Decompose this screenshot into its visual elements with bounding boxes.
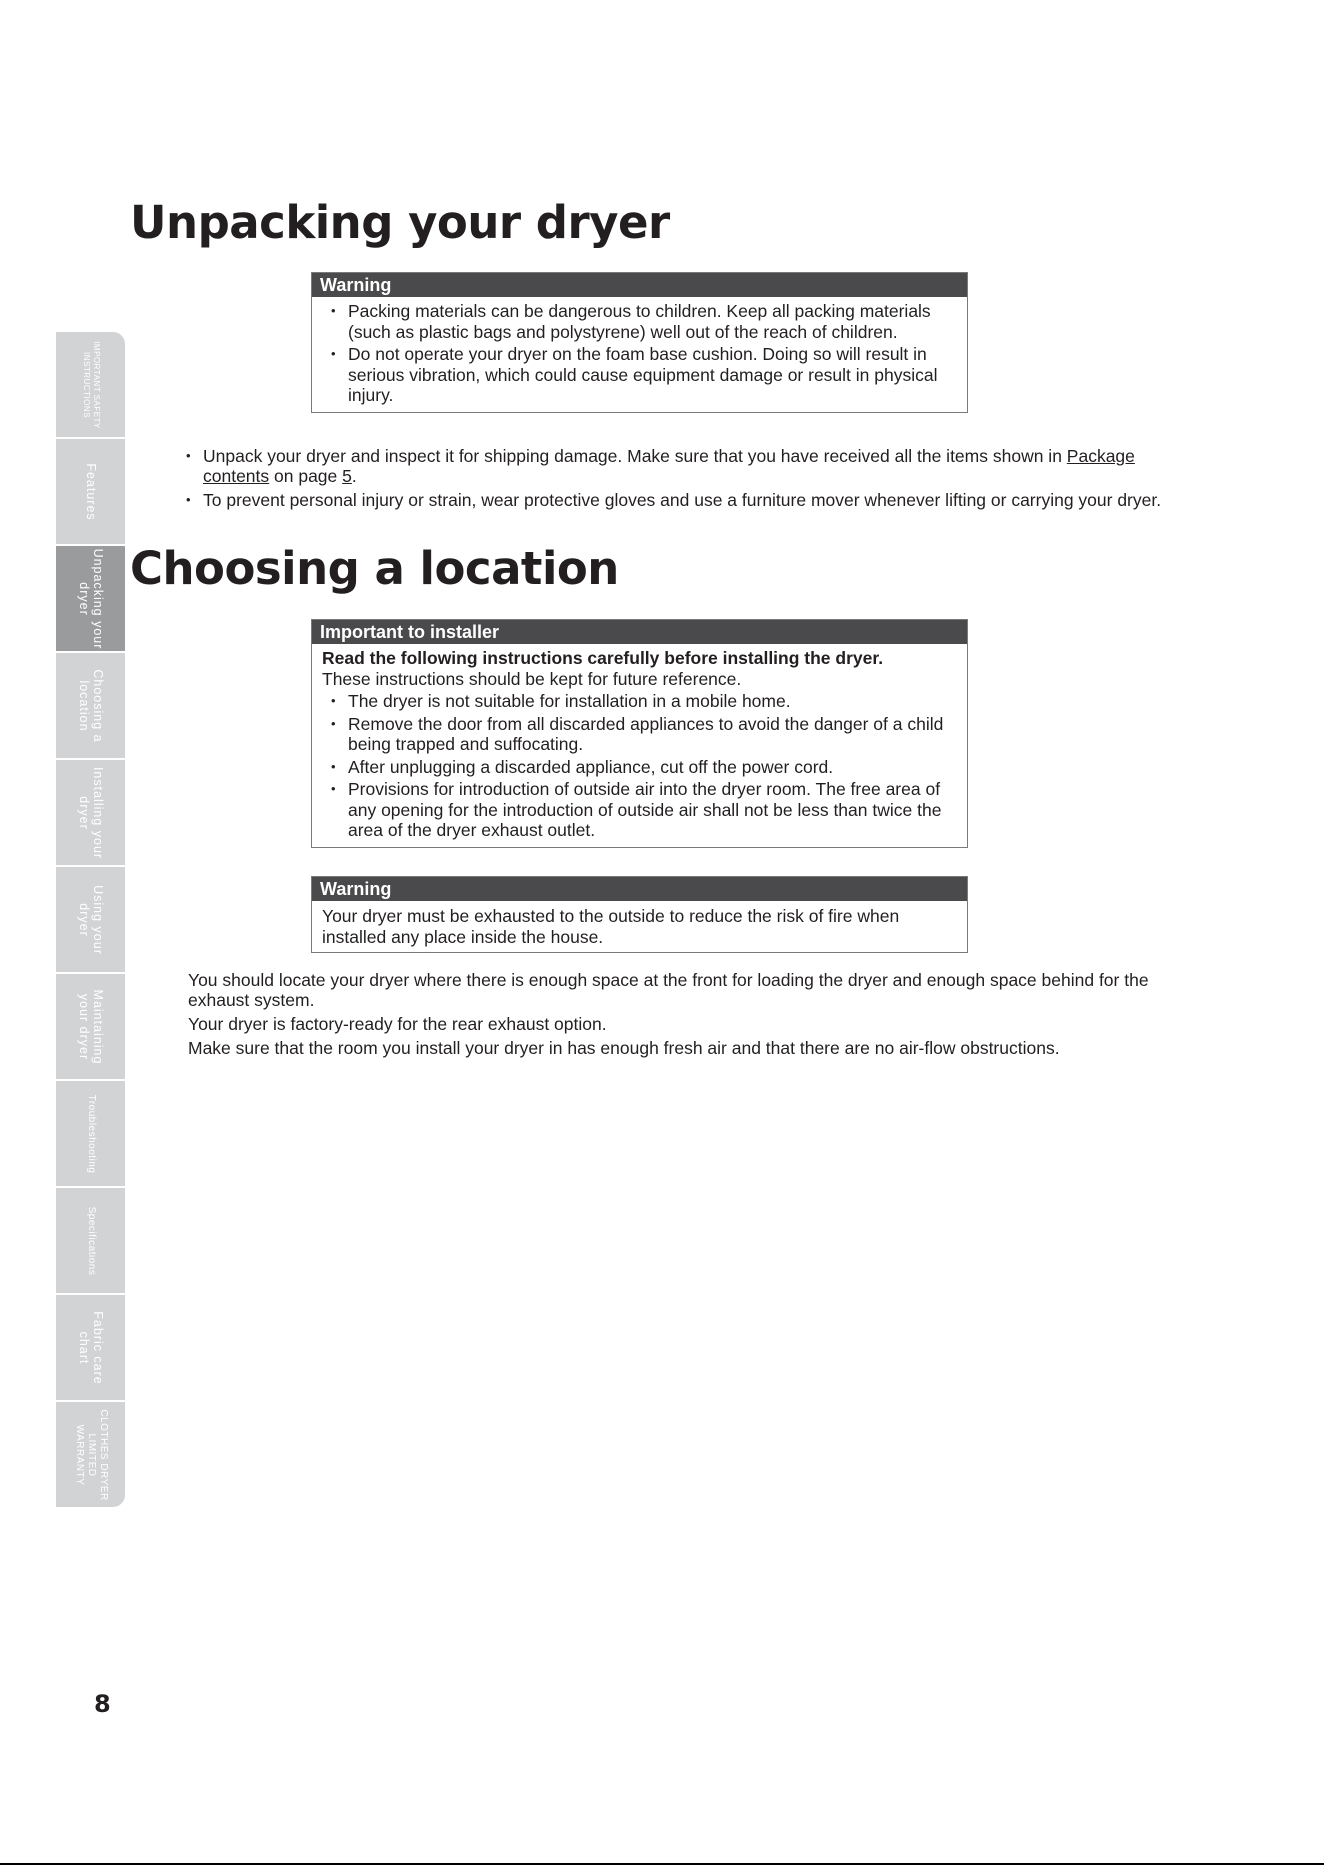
- sidebar-tab-using[interactable]: [56, 867, 125, 972]
- warning-heading: Warning: [312, 877, 967, 901]
- tab-label: Fabric care chart: [76, 1310, 105, 1385]
- warning-heading: Warning: [312, 273, 967, 297]
- tab-label: IMPORTANT SAFETY INSTRUCTIONS: [81, 340, 101, 429]
- paragraph: Your dryer is factory-ready for the rear exhaust option.: [188, 1014, 607, 1034]
- tab-label: Using your dryer: [76, 884, 105, 955]
- sidebar-tab-installing[interactable]: [56, 760, 125, 865]
- sidebar-tab-safety[interactable]: [56, 332, 125, 437]
- unpacking-bullet: • To prevent personal injury or strain, wear protective gloves and use a furniture mover whenever lifting or carrying your dryer.: [186, 490, 1166, 510]
- section-sidebar: [56, 332, 125, 1509]
- tab-label: Maintaining your dryer: [76, 989, 105, 1064]
- tab-label: Unpacking your dryer: [76, 548, 105, 649]
- tab-label: Features: [83, 462, 98, 521]
- paragraph: You should locate your dryer where there is enough space at the front for loading the dryer and enough space behind for the exhaust system.: [188, 970, 1149, 1010]
- installer-item: • After unplugging a discarded appliance, cut off the power cord.: [322, 757, 955, 778]
- package-contents-link[interactable]: Package contents: [203, 446, 1135, 486]
- sidebar-tab-warranty[interactable]: [56, 1402, 125, 1507]
- sidebar-tab-features[interactable]: [56, 439, 125, 544]
- sidebar-tab-specifications[interactable]: [56, 1188, 125, 1293]
- section-title-location: Choosing a location: [130, 542, 619, 595]
- page-number: 8: [94, 1690, 111, 1718]
- section-title-unpacking: Unpacking your dryer: [130, 196, 670, 249]
- tab-label: Specifications: [85, 1206, 97, 1275]
- installer-item: • The dryer is not suitable for installation in a mobile home.: [322, 691, 955, 712]
- sidebar-tab-location[interactable]: [56, 653, 125, 758]
- tab-label: CLOTHES DRYER LIMITED WARRANTY: [73, 1408, 109, 1501]
- installer-item: • Provisions for introduction of outside air into the dryer room. The free area of any opening for the introduction of outside air shall not be less than twice the area of the dryer exhaust outlet.: [322, 779, 955, 841]
- page-5-link[interactable]: 5: [342, 466, 352, 486]
- paragraph: Make sure that the room you install your dryer in has enough fresh air and that there are no air-flow obstructions.: [188, 1038, 1060, 1058]
- warning-item: • Do not operate your dryer on the foam base cushion. Doing so will result in serious vibration, which could cause equipment damage or result in physical injury.: [322, 344, 955, 406]
- installer-heading: Important to installer: [312, 620, 967, 644]
- unpacking-bullet: • Unpack your dryer and inspect it for shipping damage. Make sure that you have received all the items shown in Package contents on page 5.: [186, 446, 1166, 486]
- sidebar-tab-fabric[interactable]: [56, 1295, 125, 1400]
- sidebar-tab-troubleshooting[interactable]: [56, 1081, 125, 1186]
- warning-box-exhaust: [311, 876, 968, 953]
- tab-label: Choosing a location: [76, 668, 105, 743]
- sidebar-tab-maintaining[interactable]: [56, 974, 125, 1079]
- tab-label: Installing your dryer: [76, 766, 105, 859]
- location-paragraphs: [188, 970, 1168, 1062]
- unpacking-bullets: [186, 446, 1166, 514]
- installer-sub: These instructions should be kept for future reference.: [322, 668, 742, 689]
- installer-box: [311, 619, 968, 848]
- warning-box-packing: [311, 272, 968, 413]
- sidebar-tab-unpacking[interactable]: [56, 546, 125, 651]
- warning-text: Your dryer must be exhausted to the outside to reduce the risk of fire when installed any place inside the house.: [322, 906, 900, 947]
- warning-item: • Packing materials can be dangerous to children. Keep all packing materials (such as plastic bags and polystyrene) well out of the reach of children.: [322, 301, 955, 342]
- installer-lead: Read the following instructions carefully before installing the dryer.: [322, 648, 884, 668]
- tab-label: Troubleshooting: [85, 1094, 97, 1173]
- installer-item: • Remove the door from all discarded appliances to avoid the danger of a child being trapped and suffocating.: [322, 714, 955, 755]
